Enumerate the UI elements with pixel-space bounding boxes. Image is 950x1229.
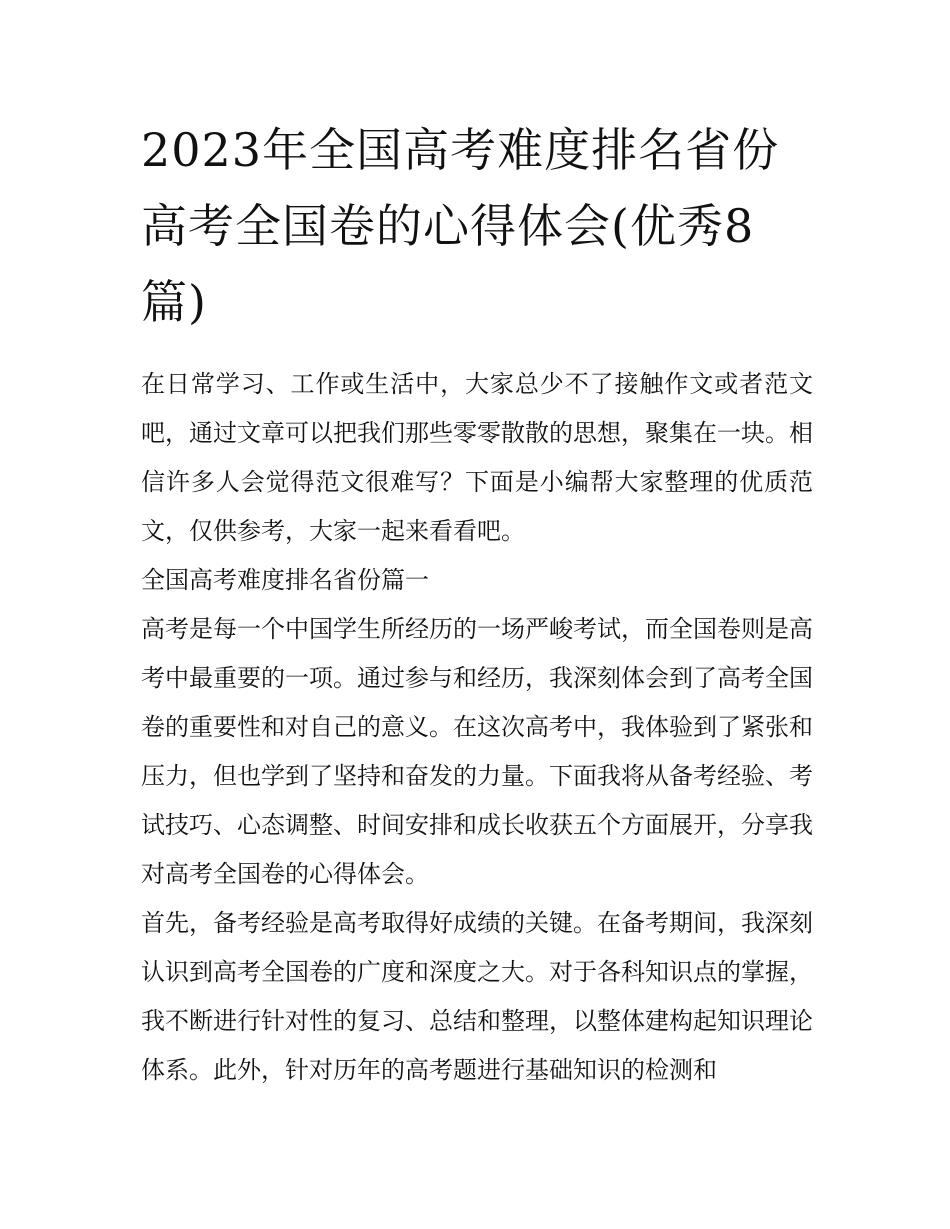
document-body xyxy=(141,360,813,1095)
body-paragraph-2: 首先，备考经验是高考取得好成绩的关键。在备考期间，我深刻认识到高考全国卷的广度和深度之大。对于各科知识点的掌握，我不断进行针对性的复习、总结和整理，以整体建构起知识理论体系。此外，针对历年的高考题进行基础知识的检测和 xyxy=(141,909,813,1084)
section-heading: 全国高考难度排名省份篇一 xyxy=(141,566,429,594)
intro-paragraph: 在日常学习、工作或生活中，大家总少不了接触作文或者范文吧，通过文章可以把我们那些零零散散的思想，聚集在一块。相信许多人会觉得范文很难写？下面是小编帮大家整理的优质范文，仅供参考，大家一起来看看吧。 xyxy=(141,370,813,545)
title-line-1: 2023年全国高考难度排名省份 xyxy=(141,123,780,177)
body-paragraph-1: 高考是每一个中国学生所经历的一场严峻考试，而全国卷则是高考中最重要的一项。通过参与和经历，我深刻体会到了高考全国卷的重要性和对自己的意义。在这次高考中，我体验到了紧张和压力，但也学到了坚持和奋发的力量。下面我将从备考经验、考试技巧、心态调整、时间安排和成长收获五个方面展开，分享我对高考全国卷的心得体会。 xyxy=(141,615,813,888)
title-line-3: 篇) xyxy=(141,275,207,329)
title-line-2: 高考全国卷的心得体会(优秀8 xyxy=(141,199,755,253)
document-page xyxy=(141,112,813,1095)
document-title xyxy=(141,112,813,340)
